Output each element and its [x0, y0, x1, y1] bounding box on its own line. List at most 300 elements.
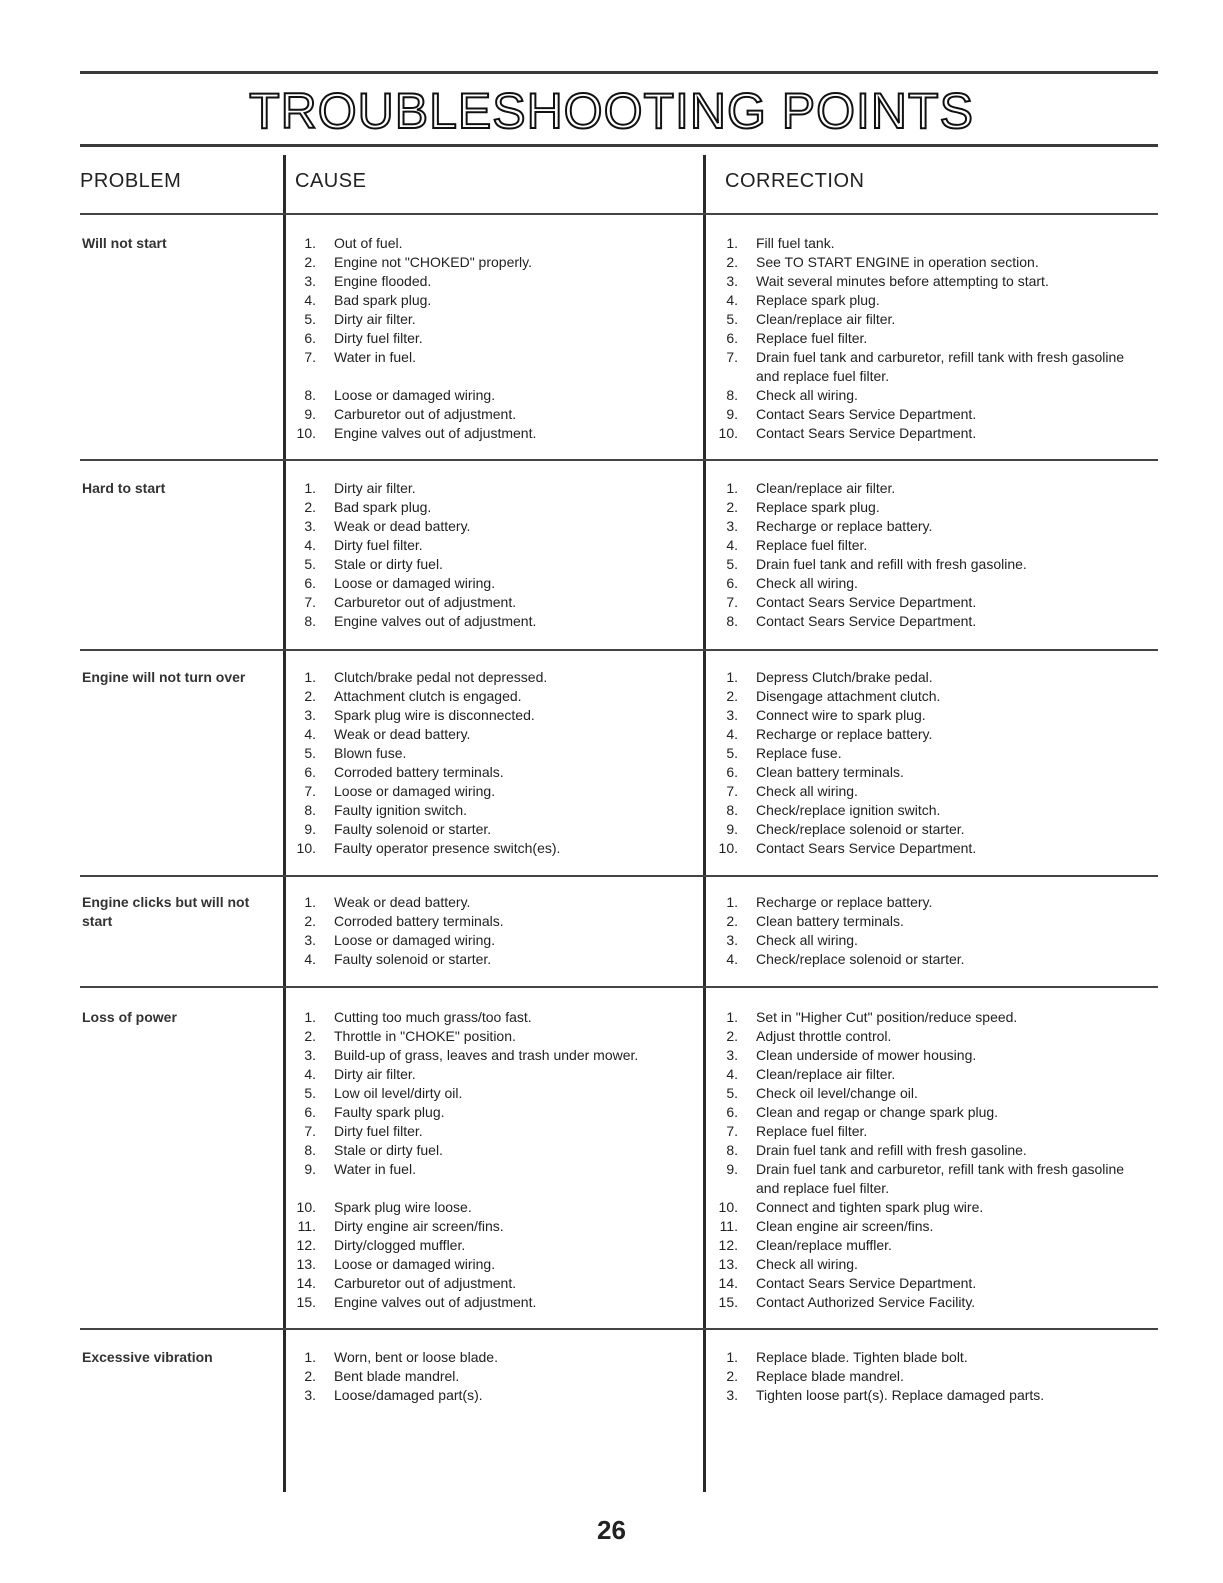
item-number: 9. [726, 821, 738, 837]
item-text: Water in fuel. [334, 1161, 416, 1177]
item-text: Attachment clutch is engaged. [334, 688, 522, 704]
item-number: 5. [304, 745, 316, 761]
correction-item [710, 687, 1150, 706]
cause-item [288, 687, 698, 706]
cause-item [288, 931, 698, 950]
correction-item [710, 612, 1150, 631]
cause-list [288, 234, 698, 443]
item-number: 8. [726, 613, 738, 629]
item-number: 14. [718, 1275, 738, 1291]
top-rule [80, 71, 1158, 74]
item-text: Connect wire to spark plug. [756, 707, 926, 723]
item-text: Bent blade mandrel. [334, 1368, 460, 1384]
cause-item [288, 912, 698, 931]
item-text: Engine valves out of adjustment. [334, 613, 537, 629]
cause-item [288, 744, 698, 763]
item-text: Check oil level/change oil. [756, 1085, 918, 1101]
cause-list [288, 1348, 698, 1405]
correction-item [710, 1160, 1150, 1198]
cause-list [288, 668, 698, 858]
item-text: Contact Authorized Service Facility. [756, 1294, 976, 1310]
cause-item [288, 1293, 698, 1312]
item-number: 7. [726, 349, 738, 365]
cause-list [288, 1008, 698, 1312]
item-number: 6. [304, 575, 316, 591]
item-text: Contact Sears Service Department. [756, 613, 977, 629]
item-text: Replace fuse. [756, 745, 842, 761]
correction-item [710, 405, 1150, 424]
item-text: Spark plug wire loose. [334, 1199, 472, 1215]
item-number: 3. [726, 1387, 738, 1403]
item-number: 5. [304, 311, 316, 327]
item-number: 5. [726, 556, 738, 572]
cause-item [288, 593, 698, 612]
cause-list [288, 893, 698, 969]
correction-list [710, 668, 1150, 858]
cause-item [288, 950, 698, 969]
item-text: Loose/damaged part(s). [334, 1387, 483, 1403]
item-number: 2. [304, 913, 316, 929]
item-text: Stale or dirty fuel. [334, 1142, 443, 1158]
item-number: 2. [304, 1028, 316, 1044]
item-number: 2. [726, 1028, 738, 1044]
item-text: Loose or damaged wiring. [334, 783, 496, 799]
item-number: 7. [304, 349, 316, 365]
correction-item [710, 1008, 1150, 1027]
item-text: Faulty solenoid or starter. [334, 821, 492, 837]
item-number: 3. [304, 932, 316, 948]
item-text: Weak or dead battery. [334, 518, 471, 534]
item-number: 1. [726, 480, 738, 496]
item-text: Loose or damaged wiring. [334, 387, 496, 403]
item-number: 10. [296, 425, 316, 441]
item-number: 5. [726, 311, 738, 327]
item-text: Corroded battery terminals. [334, 913, 504, 929]
item-text: Weak or dead battery. [334, 726, 471, 742]
item-text: Clean/replace air filter. [756, 1066, 896, 1082]
item-text: Faulty spark plug. [334, 1104, 445, 1120]
correction-item [710, 1293, 1150, 1312]
correction-list [710, 479, 1150, 631]
item-number: 4. [304, 292, 316, 308]
item-text: Loose or damaged wiring. [334, 932, 496, 948]
correction-item [710, 498, 1150, 517]
item-number: 9. [304, 1161, 316, 1177]
item-text: Contact Sears Service Department. [756, 840, 977, 856]
item-number: 1. [304, 235, 316, 251]
item-text: Clean/replace air filter. [756, 311, 896, 327]
correction-item [710, 479, 1150, 498]
item-text: Set in "Higher Cut" position/reduce speed. [756, 1009, 1018, 1025]
item-number: 8. [304, 802, 316, 818]
item-text: Spark plug wire is disconnected. [334, 707, 535, 723]
item-number: 6. [726, 764, 738, 780]
cause-item [288, 1236, 698, 1255]
correction-item [710, 310, 1150, 329]
cause-item [288, 1255, 698, 1274]
cause-item [288, 1160, 698, 1179]
item-number: 9. [304, 821, 316, 837]
item-text: Check all wiring. [756, 387, 858, 403]
item-number: 4. [304, 537, 316, 553]
correction-item [710, 1274, 1150, 1293]
correction-item [710, 593, 1150, 612]
item-text: Dirty fuel filter. [334, 330, 423, 346]
item-number: 2. [304, 499, 316, 515]
item-text: Check all wiring. [756, 1256, 858, 1272]
cause-item [288, 1103, 698, 1122]
item-text: Contact Sears Service Department. [756, 1275, 977, 1291]
item-number: 4. [726, 292, 738, 308]
cause-item [288, 253, 698, 272]
item-number: 1. [726, 669, 738, 685]
correction-item [710, 1255, 1150, 1274]
item-number: 11. [719, 1218, 738, 1234]
item-text: Faulty solenoid or starter. [334, 951, 492, 967]
correction-item [710, 348, 1150, 386]
correction-item [710, 668, 1150, 687]
item-text: Check/replace solenoid or starter. [756, 951, 965, 967]
item-text: Build-up of grass, leaves and trash under mower. [334, 1047, 639, 1063]
cause-item [288, 1065, 698, 1084]
item-number: 2. [304, 1368, 316, 1384]
item-number: 2. [726, 254, 738, 270]
item-text: Recharge or replace battery. [756, 518, 933, 534]
cause-item [288, 1122, 698, 1141]
item-text: Clean battery terminals. [756, 913, 904, 929]
item-text: Check/replace solenoid or starter. [756, 821, 965, 837]
cause-item [288, 1084, 698, 1103]
item-number: 10. [718, 1199, 738, 1215]
header-separator [80, 213, 1158, 215]
item-number: 1. [726, 894, 738, 910]
section-separator [80, 649, 1158, 651]
item-text: Clean engine air screen/fins. [756, 1218, 934, 1234]
correction-item [710, 234, 1150, 253]
item-text: Dirty engine air screen/fins. [334, 1218, 504, 1234]
item-number: 6. [304, 330, 316, 346]
item-text: Drain fuel tank and refill with fresh gasoline. [756, 556, 1027, 572]
correction-item [710, 1027, 1150, 1046]
cause-item [288, 272, 698, 291]
item-number: 3. [304, 1047, 316, 1063]
item-number: 10. [296, 840, 316, 856]
cause-item [288, 612, 698, 631]
item-text: Engine valves out of adjustment. [334, 425, 537, 441]
item-text: Loose or damaged wiring. [334, 1256, 496, 1272]
item-number: 1. [726, 235, 738, 251]
correction-list [710, 234, 1150, 443]
item-number: 3. [726, 1047, 738, 1063]
cause-item [288, 479, 698, 498]
item-text: Fill fuel tank. [756, 235, 835, 251]
item-text: Dirty air filter. [334, 1066, 416, 1082]
item-number: 13. [296, 1256, 316, 1272]
correction-item [710, 1198, 1150, 1217]
correction-item [710, 1103, 1150, 1122]
item-text: Bad spark plug. [334, 292, 432, 308]
correction-item [710, 555, 1150, 574]
item-text: Engine valves out of adjustment. [334, 1294, 537, 1310]
item-text: Clean/replace air filter. [756, 480, 896, 496]
item-text: Throttle in "CHOKE" position. [334, 1028, 516, 1044]
item-number: 5. [726, 745, 738, 761]
item-text: Engine flooded. [334, 273, 432, 289]
item-text: Replace spark plug. [756, 292, 880, 308]
item-number: 2. [726, 688, 738, 704]
item-number: 4. [726, 1066, 738, 1082]
item-number: 15. [296, 1294, 316, 1310]
item-number: 4. [726, 951, 738, 967]
item-number: 3. [726, 518, 738, 534]
correction-item [710, 1386, 1150, 1405]
section-separator [80, 986, 1158, 988]
item-text: Tighten loose part(s). Replace damaged parts. [756, 1387, 1045, 1403]
cause-item [288, 1198, 698, 1217]
correction-item [710, 1122, 1150, 1141]
item-number: 5. [726, 1085, 738, 1101]
item-number: 5. [304, 556, 316, 572]
item-number: 1. [304, 894, 316, 910]
cause-item [288, 1027, 698, 1046]
correction-item [710, 386, 1150, 405]
item-text: Recharge or replace battery. [756, 726, 933, 742]
item-number: 3. [726, 932, 738, 948]
cause-item [288, 1348, 698, 1367]
item-number: 1. [726, 1349, 738, 1365]
item-text: Weak or dead battery. [334, 894, 471, 910]
item-number: 9. [726, 1161, 738, 1177]
item-text: Replace fuel filter. [756, 1123, 868, 1139]
item-text: Disengage attachment clutch. [756, 688, 941, 704]
item-text: Clean/replace muffler. [756, 1237, 892, 1253]
item-text: Dirty air filter. [334, 311, 416, 327]
cause-item [288, 310, 698, 329]
column-divider-cause [283, 155, 286, 1492]
item-text: Replace fuel filter. [756, 537, 868, 553]
cause-item [288, 801, 698, 820]
item-text: Cutting too much grass/too fast. [334, 1009, 532, 1025]
item-number: 1. [304, 669, 316, 685]
item-number: 3. [304, 1387, 316, 1403]
cause-item [288, 386, 698, 405]
cause-item [288, 574, 698, 593]
item-number: 2. [726, 913, 738, 929]
item-number: 7. [726, 1123, 738, 1139]
correction-item [710, 1367, 1150, 1386]
problem-label: Loss of power [82, 1009, 177, 1025]
item-number: 8. [726, 802, 738, 818]
correction-item [710, 291, 1150, 310]
item-text: Check/replace ignition switch. [756, 802, 941, 818]
cause-item [288, 291, 698, 310]
item-number: 8. [304, 387, 316, 403]
cause-item [288, 1386, 698, 1405]
item-number: 3. [304, 707, 316, 723]
section-separator [80, 875, 1158, 877]
item-text: Recharge or replace battery. [756, 894, 933, 910]
item-text: Drain fuel tank and refill with fresh gasoline. [756, 1142, 1027, 1158]
cause-item [288, 424, 698, 443]
item-number: 7. [304, 783, 316, 799]
item-text: Clutch/brake pedal not depressed. [334, 669, 548, 685]
item-number: 6. [726, 330, 738, 346]
correction-item [710, 424, 1150, 443]
cause-item [288, 839, 698, 858]
item-number: 7. [304, 594, 316, 610]
column-header-correction: CORRECTION [725, 170, 865, 192]
item-number: 14. [296, 1275, 316, 1291]
item-number: 9. [726, 406, 738, 422]
correction-item [710, 574, 1150, 593]
item-text: Water in fuel. [334, 349, 416, 365]
cause-item [288, 1367, 698, 1386]
correction-item [710, 517, 1150, 536]
item-text: Carburetor out of adjustment. [334, 406, 517, 422]
item-text: Drain fuel tank and carburetor, refill tank with fresh gasoline and replace fuel filter. [756, 349, 1125, 384]
cause-item [288, 555, 698, 574]
item-number: 4. [726, 726, 738, 742]
item-number: 2. [304, 688, 316, 704]
item-number: 4. [726, 537, 738, 553]
item-text: Connect and tighten spark plug wire. [756, 1199, 984, 1215]
item-text: Worn, bent or loose blade. [334, 1349, 498, 1365]
item-number: 2. [304, 254, 316, 270]
cause-item [288, 536, 698, 555]
item-text: Carburetor out of adjustment. [334, 1275, 517, 1291]
cause-item [288, 1008, 698, 1027]
item-number: 6. [304, 764, 316, 780]
item-number: 10. [718, 425, 738, 441]
item-text: Corroded battery terminals. [334, 764, 504, 780]
item-text: Drain fuel tank and carburetor, refill tank with fresh gasoline and replace fuel filter. [756, 1161, 1125, 1196]
item-number: 1. [304, 1349, 316, 1365]
item-number: 9. [304, 406, 316, 422]
item-number: 4. [304, 1066, 316, 1082]
cause-item [288, 893, 698, 912]
item-text: Out of fuel. [334, 235, 403, 251]
item-text: Clean battery terminals. [756, 764, 904, 780]
column-header-problem: PROBLEM [80, 170, 182, 192]
item-text: Clean underside of mower housing. [756, 1047, 977, 1063]
cause-item [288, 706, 698, 725]
item-text: Replace fuel filter. [756, 330, 868, 346]
item-number: 10. [296, 1199, 316, 1215]
item-text: Adjust throttle control. [756, 1028, 892, 1044]
correction-item [710, 912, 1150, 931]
cause-item [288, 1217, 698, 1236]
item-text: Contact Sears Service Department. [756, 594, 977, 610]
correction-item [710, 1236, 1150, 1255]
item-text: See TO START ENGINE in operation section. [756, 254, 1039, 270]
correction-item [710, 329, 1150, 348]
correction-item [710, 820, 1150, 839]
correction-item [710, 253, 1150, 272]
item-number: 6. [726, 575, 738, 591]
item-text: Dirty/clogged muffler. [334, 1237, 466, 1253]
item-text: Clean and regap or change spark plug. [756, 1104, 999, 1120]
item-number: 3. [726, 273, 738, 289]
correction-item [710, 1065, 1150, 1084]
cause-item [288, 498, 698, 517]
cause-item [288, 763, 698, 782]
item-number: 3. [726, 707, 738, 723]
correction-item [710, 839, 1150, 858]
title-rule [80, 144, 1158, 147]
item-text: Replace blade mandrel. [756, 1368, 904, 1384]
item-text: Check all wiring. [756, 783, 858, 799]
item-number: 12. [718, 1237, 738, 1253]
section-separator [80, 459, 1158, 461]
item-number: 4. [304, 951, 316, 967]
column-header-cause: CAUSE [295, 170, 367, 192]
cause-item [288, 1274, 698, 1293]
item-text: Carburetor out of adjustment. [334, 594, 517, 610]
correction-item [710, 1217, 1150, 1236]
correction-item [710, 1046, 1150, 1065]
correction-item [710, 725, 1150, 744]
item-text: Bad spark plug. [334, 499, 432, 515]
item-number: 8. [726, 1142, 738, 1158]
cause-item [288, 405, 698, 424]
correction-item [710, 893, 1150, 912]
cause-item [288, 234, 698, 253]
item-number: 3. [304, 518, 316, 534]
item-number: 11. [297, 1218, 316, 1234]
section-separator [80, 1328, 1158, 1330]
item-text: Depress Clutch/brake pedal. [756, 669, 933, 685]
item-text: Faulty operator presence switch(es). [334, 840, 561, 856]
problem-label: Hard to start [82, 480, 166, 496]
correction-item [710, 706, 1150, 725]
page-number: 26 [597, 1515, 626, 1545]
item-number: 7. [726, 594, 738, 610]
item-text: Replace spark plug. [756, 499, 880, 515]
item-number: 8. [304, 613, 316, 629]
correction-item [710, 950, 1150, 969]
cause-item [288, 1046, 698, 1065]
correction-item [710, 763, 1150, 782]
item-number: 1. [304, 480, 316, 496]
item-number: 13. [718, 1256, 738, 1272]
problem-label: Excessive vibration [82, 1349, 213, 1365]
correction-item [710, 536, 1150, 555]
item-number: 1. [304, 1009, 316, 1025]
item-text: Engine not "CHOKED" properly. [334, 254, 532, 270]
item-text: Loose or damaged wiring. [334, 575, 496, 591]
correction-item [710, 1348, 1150, 1367]
correction-list [710, 1008, 1150, 1312]
item-number: 12. [296, 1237, 316, 1253]
item-number: 8. [726, 387, 738, 403]
item-number: 7. [726, 783, 738, 799]
item-text: Check all wiring. [756, 932, 858, 948]
cause-item [288, 820, 698, 839]
item-text: Blown fuse. [334, 745, 407, 761]
item-text: Dirty fuel filter. [334, 537, 423, 553]
item-number: 3. [304, 273, 316, 289]
item-number: 6. [726, 1104, 738, 1120]
cause-item [288, 517, 698, 536]
column-divider-correction [703, 155, 706, 1492]
item-number: 10. [718, 840, 738, 856]
problem-label: Will not start [82, 235, 167, 251]
item-text: Check all wiring. [756, 575, 858, 591]
item-number: 5. [304, 1085, 316, 1101]
correction-item [710, 1141, 1150, 1160]
cause-list [288, 479, 698, 631]
item-number: 15. [718, 1294, 738, 1310]
